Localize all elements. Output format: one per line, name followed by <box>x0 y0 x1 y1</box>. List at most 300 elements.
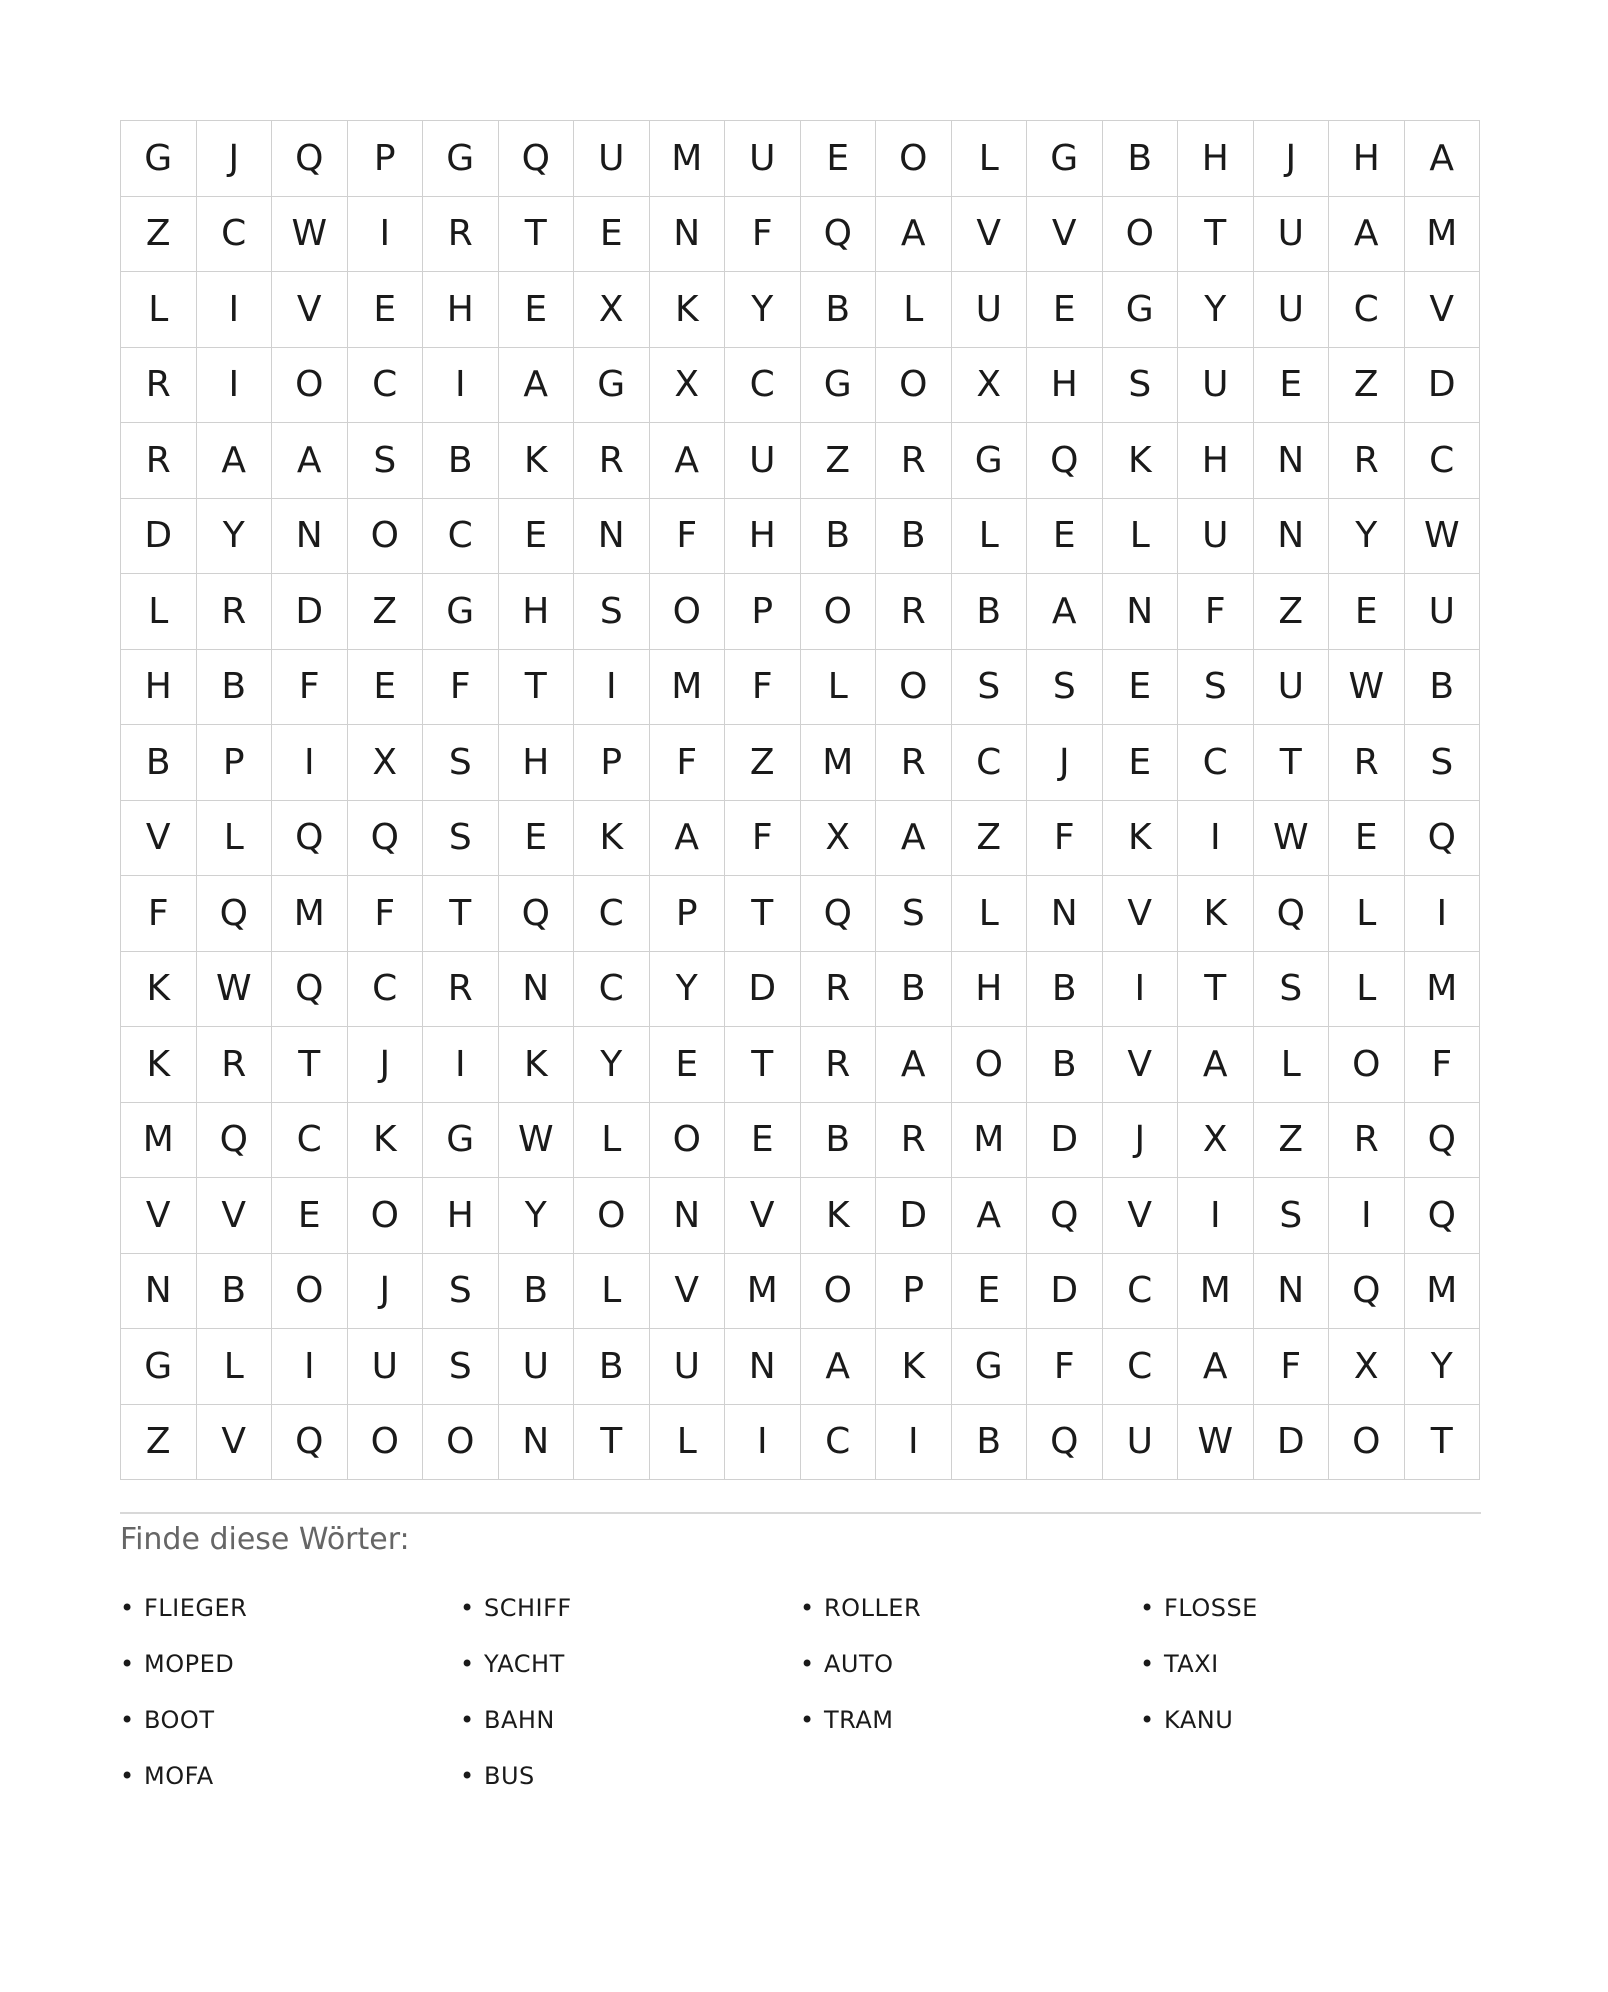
grid-cell[interactable]: F <box>121 876 197 952</box>
grid-cell[interactable]: I <box>423 348 499 424</box>
grid-cell[interactable]: G <box>1027 121 1103 197</box>
grid-cell[interactable]: C <box>272 1103 348 1179</box>
grid-cell[interactable]: O <box>876 348 952 424</box>
grid-cell[interactable]: X <box>1178 1103 1254 1179</box>
grid-cell[interactable]: C <box>574 952 650 1028</box>
grid-cell[interactable]: N <box>1254 499 1330 575</box>
grid-cell[interactable]: S <box>1178 650 1254 726</box>
grid-cell[interactable]: V <box>1405 272 1481 348</box>
grid-cell[interactable]: M <box>1178 1254 1254 1330</box>
grid-cell[interactable]: G <box>574 348 650 424</box>
grid-cell[interactable]: R <box>1329 423 1405 499</box>
grid-cell[interactable]: O <box>423 1405 499 1481</box>
grid-cell[interactable]: H <box>499 725 575 801</box>
grid-cell[interactable]: C <box>1329 272 1405 348</box>
grid-cell[interactable]: U <box>1178 499 1254 575</box>
grid-cell[interactable]: G <box>423 1103 499 1179</box>
grid-cell[interactable]: R <box>876 1103 952 1179</box>
grid-cell[interactable]: R <box>876 423 952 499</box>
grid-cell[interactable]: K <box>499 423 575 499</box>
grid-cell[interactable]: S <box>423 1254 499 1330</box>
grid-cell[interactable]: V <box>197 1405 273 1481</box>
grid-cell[interactable]: M <box>1405 1254 1481 1330</box>
grid-cell[interactable]: U <box>650 1329 726 1405</box>
grid-cell[interactable]: Z <box>348 574 424 650</box>
grid-cell[interactable]: F <box>725 801 801 877</box>
grid-cell[interactable]: W <box>1178 1405 1254 1481</box>
grid-cell[interactable]: W <box>499 1103 575 1179</box>
grid-cell[interactable]: Z <box>801 423 877 499</box>
grid-cell[interactable]: Y <box>197 499 273 575</box>
grid-cell[interactable]: V <box>121 801 197 877</box>
grid-cell[interactable]: H <box>423 1178 499 1254</box>
grid-cell[interactable]: A <box>1178 1329 1254 1405</box>
grid-cell[interactable]: L <box>952 499 1028 575</box>
grid-cell[interactable]: G <box>423 574 499 650</box>
grid-cell[interactable]: Y <box>574 1027 650 1103</box>
grid-cell[interactable]: P <box>574 725 650 801</box>
grid-cell[interactable]: O <box>348 1178 424 1254</box>
grid-cell[interactable]: U <box>1254 650 1330 726</box>
grid-cell[interactable]: T <box>1254 725 1330 801</box>
grid-cell[interactable]: Z <box>725 725 801 801</box>
grid-cell[interactable]: G <box>952 423 1028 499</box>
grid-cell[interactable]: W <box>197 952 273 1028</box>
grid-cell[interactable]: K <box>650 272 726 348</box>
grid-cell[interactable]: T <box>725 1027 801 1103</box>
grid-cell[interactable]: A <box>272 423 348 499</box>
grid-cell[interactable]: O <box>952 1027 1028 1103</box>
grid-cell[interactable]: E <box>1254 348 1330 424</box>
grid-cell[interactable]: S <box>574 574 650 650</box>
grid-cell[interactable]: S <box>1254 1178 1330 1254</box>
grid-cell[interactable]: E <box>725 1103 801 1179</box>
grid-cell[interactable]: L <box>121 272 197 348</box>
grid-cell[interactable]: L <box>121 574 197 650</box>
grid-cell[interactable]: R <box>801 952 877 1028</box>
grid-cell[interactable]: L <box>197 801 273 877</box>
grid-cell[interactable]: R <box>197 1027 273 1103</box>
grid-cell[interactable]: E <box>499 499 575 575</box>
grid-cell[interactable]: B <box>1027 1027 1103 1103</box>
grid-cell[interactable]: B <box>952 574 1028 650</box>
grid-cell[interactable]: R <box>1329 1103 1405 1179</box>
grid-cell[interactable]: S <box>423 801 499 877</box>
grid-cell[interactable]: K <box>574 801 650 877</box>
grid-cell[interactable]: E <box>952 1254 1028 1330</box>
grid-cell[interactable]: J <box>348 1254 424 1330</box>
grid-cell[interactable]: H <box>1178 121 1254 197</box>
grid-cell[interactable]: K <box>801 1178 877 1254</box>
grid-cell[interactable]: L <box>1329 952 1405 1028</box>
grid-cell[interactable]: Q <box>1027 1405 1103 1481</box>
grid-cell[interactable]: C <box>952 725 1028 801</box>
grid-cell[interactable]: C <box>801 1405 877 1481</box>
grid-cell[interactable]: Q <box>1405 1103 1481 1179</box>
grid-cell[interactable]: R <box>121 348 197 424</box>
grid-cell[interactable]: F <box>1254 1329 1330 1405</box>
grid-cell[interactable]: K <box>1103 423 1179 499</box>
grid-cell[interactable]: C <box>1103 1329 1179 1405</box>
grid-cell[interactable]: U <box>574 121 650 197</box>
grid-cell[interactable]: V <box>1103 1027 1179 1103</box>
grid-cell[interactable]: R <box>876 725 952 801</box>
grid-cell[interactable]: N <box>1254 423 1330 499</box>
grid-cell[interactable]: M <box>952 1103 1028 1179</box>
grid-cell[interactable]: A <box>1178 1027 1254 1103</box>
grid-cell[interactable]: N <box>1103 574 1179 650</box>
grid-cell[interactable]: V <box>121 1178 197 1254</box>
grid-cell[interactable]: I <box>1103 952 1179 1028</box>
grid-cell[interactable]: T <box>272 1027 348 1103</box>
grid-cell[interactable]: Y <box>650 952 726 1028</box>
grid-cell[interactable]: S <box>1027 650 1103 726</box>
grid-cell[interactable]: S <box>1103 348 1179 424</box>
grid-cell[interactable]: J <box>348 1027 424 1103</box>
grid-cell[interactable]: A <box>876 801 952 877</box>
grid-cell[interactable]: E <box>348 650 424 726</box>
grid-cell[interactable]: R <box>1329 725 1405 801</box>
grid-cell[interactable]: O <box>574 1178 650 1254</box>
grid-cell[interactable]: O <box>876 650 952 726</box>
grid-cell[interactable]: L <box>1254 1027 1330 1103</box>
grid-cell[interactable]: B <box>1103 121 1179 197</box>
grid-cell[interactable]: Y <box>1405 1329 1481 1405</box>
grid-cell[interactable]: E <box>574 197 650 273</box>
grid-cell[interactable]: S <box>1254 952 1330 1028</box>
grid-cell[interactable]: P <box>725 574 801 650</box>
grid-cell[interactable]: V <box>725 1178 801 1254</box>
grid-cell[interactable]: A <box>197 423 273 499</box>
grid-cell[interactable]: B <box>801 499 877 575</box>
grid-cell[interactable]: Q <box>499 876 575 952</box>
grid-cell[interactable]: O <box>650 1103 726 1179</box>
grid-cell[interactable]: Q <box>1405 1178 1481 1254</box>
grid-cell[interactable]: O <box>650 574 726 650</box>
grid-cell[interactable]: E <box>272 1178 348 1254</box>
grid-cell[interactable]: N <box>1027 876 1103 952</box>
grid-cell[interactable]: N <box>121 1254 197 1330</box>
grid-cell[interactable]: I <box>197 272 273 348</box>
grid-cell[interactable]: M <box>272 876 348 952</box>
grid-cell[interactable]: H <box>952 952 1028 1028</box>
grid-cell[interactable]: U <box>1103 1405 1179 1481</box>
grid-cell[interactable]: H <box>1027 348 1103 424</box>
grid-cell[interactable]: E <box>1027 272 1103 348</box>
grid-cell[interactable]: M <box>725 1254 801 1330</box>
grid-cell[interactable]: A <box>650 423 726 499</box>
grid-cell[interactable]: G <box>1103 272 1179 348</box>
grid-cell[interactable]: J <box>1103 1103 1179 1179</box>
grid-cell[interactable]: U <box>952 272 1028 348</box>
grid-cell[interactable]: C <box>423 499 499 575</box>
grid-cell[interactable]: I <box>272 1329 348 1405</box>
grid-cell[interactable]: F <box>1027 801 1103 877</box>
grid-cell[interactable]: G <box>121 1329 197 1405</box>
grid-cell[interactable]: T <box>499 197 575 273</box>
grid-cell[interactable]: M <box>121 1103 197 1179</box>
grid-cell[interactable]: R <box>801 1027 877 1103</box>
grid-cell[interactable]: Z <box>1254 574 1330 650</box>
grid-cell[interactable]: V <box>650 1254 726 1330</box>
grid-cell[interactable]: K <box>121 1027 197 1103</box>
grid-cell[interactable]: L <box>876 272 952 348</box>
grid-cell[interactable]: G <box>952 1329 1028 1405</box>
grid-cell[interactable]: I <box>1178 801 1254 877</box>
grid-cell[interactable]: O <box>801 574 877 650</box>
grid-cell[interactable]: Y <box>725 272 801 348</box>
grid-cell[interactable]: H <box>121 650 197 726</box>
grid-cell[interactable]: V <box>1027 197 1103 273</box>
grid-cell[interactable]: Y <box>1178 272 1254 348</box>
grid-cell[interactable]: E <box>650 1027 726 1103</box>
grid-cell[interactable]: L <box>650 1405 726 1481</box>
grid-cell[interactable]: D <box>1027 1103 1103 1179</box>
grid-cell[interactable]: U <box>725 423 801 499</box>
grid-cell[interactable]: U <box>1254 272 1330 348</box>
grid-cell[interactable]: U <box>1405 574 1481 650</box>
grid-cell[interactable]: F <box>1178 574 1254 650</box>
grid-cell[interactable]: C <box>348 952 424 1028</box>
grid-cell[interactable]: X <box>801 801 877 877</box>
grid-cell[interactable]: U <box>725 121 801 197</box>
grid-cell[interactable]: O <box>801 1254 877 1330</box>
grid-cell[interactable]: E <box>1103 725 1179 801</box>
grid-cell[interactable]: T <box>499 650 575 726</box>
grid-cell[interactable]: F <box>1027 1329 1103 1405</box>
grid-cell[interactable]: A <box>952 1178 1028 1254</box>
grid-cell[interactable]: K <box>499 1027 575 1103</box>
grid-cell[interactable]: H <box>1329 121 1405 197</box>
grid-cell[interactable]: O <box>348 1405 424 1481</box>
grid-cell[interactable]: O <box>272 1254 348 1330</box>
grid-cell[interactable]: B <box>197 1254 273 1330</box>
grid-cell[interactable]: P <box>876 1254 952 1330</box>
grid-cell[interactable]: D <box>121 499 197 575</box>
grid-cell[interactable]: O <box>348 499 424 575</box>
grid-cell[interactable]: U <box>499 1329 575 1405</box>
grid-cell[interactable]: W <box>272 197 348 273</box>
grid-cell[interactable]: K <box>348 1103 424 1179</box>
grid-cell[interactable]: W <box>1405 499 1481 575</box>
grid-cell[interactable]: N <box>574 499 650 575</box>
grid-cell[interactable]: A <box>876 1027 952 1103</box>
grid-cell[interactable]: A <box>1329 197 1405 273</box>
grid-cell[interactable]: N <box>499 952 575 1028</box>
grid-cell[interactable]: E <box>1329 801 1405 877</box>
grid-cell[interactable]: H <box>725 499 801 575</box>
grid-cell[interactable]: O <box>1329 1405 1405 1481</box>
grid-cell[interactable]: S <box>876 876 952 952</box>
grid-cell[interactable]: F <box>725 650 801 726</box>
grid-cell[interactable]: O <box>876 121 952 197</box>
grid-cell[interactable]: C <box>1405 423 1481 499</box>
grid-cell[interactable]: U <box>1178 348 1254 424</box>
grid-cell[interactable]: I <box>1178 1178 1254 1254</box>
grid-cell[interactable]: O <box>1329 1027 1405 1103</box>
grid-cell[interactable]: T <box>1178 952 1254 1028</box>
grid-cell[interactable]: M <box>650 121 726 197</box>
grid-cell[interactable]: R <box>121 423 197 499</box>
grid-cell[interactable]: T <box>574 1405 650 1481</box>
grid-cell[interactable]: D <box>725 952 801 1028</box>
grid-cell[interactable]: C <box>348 348 424 424</box>
grid-cell[interactable]: L <box>801 650 877 726</box>
grid-cell[interactable]: P <box>650 876 726 952</box>
grid-cell[interactable]: J <box>197 121 273 197</box>
grid-cell[interactable]: I <box>574 650 650 726</box>
grid-cell[interactable]: Z <box>121 197 197 273</box>
grid-cell[interactable]: V <box>952 197 1028 273</box>
grid-cell[interactable]: V <box>1103 1178 1179 1254</box>
grid-cell[interactable]: E <box>1027 499 1103 575</box>
grid-cell[interactable]: G <box>121 121 197 197</box>
grid-cell[interactable]: E <box>499 272 575 348</box>
grid-cell[interactable]: Q <box>1027 423 1103 499</box>
grid-cell[interactable]: C <box>1178 725 1254 801</box>
grid-cell[interactable]: I <box>348 197 424 273</box>
grid-cell[interactable]: Q <box>1027 1178 1103 1254</box>
grid-cell[interactable]: F <box>423 650 499 726</box>
grid-cell[interactable]: Z <box>1329 348 1405 424</box>
grid-cell[interactable]: A <box>499 348 575 424</box>
grid-cell[interactable]: B <box>121 725 197 801</box>
grid-cell[interactable]: I <box>272 725 348 801</box>
grid-cell[interactable]: C <box>197 197 273 273</box>
grid-cell[interactable]: L <box>952 876 1028 952</box>
grid-cell[interactable]: X <box>1329 1329 1405 1405</box>
grid-cell[interactable]: H <box>1178 423 1254 499</box>
grid-cell[interactable]: L <box>952 121 1028 197</box>
grid-cell[interactable]: M <box>1405 197 1481 273</box>
grid-cell[interactable]: B <box>801 272 877 348</box>
grid-cell[interactable]: N <box>725 1329 801 1405</box>
grid-cell[interactable]: S <box>423 725 499 801</box>
grid-cell[interactable]: E <box>348 272 424 348</box>
grid-cell[interactable]: S <box>1405 725 1481 801</box>
grid-cell[interactable]: M <box>1405 952 1481 1028</box>
grid-cell[interactable]: Y <box>499 1178 575 1254</box>
grid-cell[interactable]: I <box>423 1027 499 1103</box>
grid-cell[interactable]: I <box>1329 1178 1405 1254</box>
grid-cell[interactable]: D <box>1254 1405 1330 1481</box>
grid-cell[interactable]: F <box>272 650 348 726</box>
grid-cell[interactable]: Z <box>952 801 1028 877</box>
grid-cell[interactable]: U <box>1254 197 1330 273</box>
grid-cell[interactable]: X <box>574 272 650 348</box>
grid-cell[interactable]: J <box>1254 121 1330 197</box>
grid-cell[interactable]: F <box>650 725 726 801</box>
grid-cell[interactable]: S <box>423 1329 499 1405</box>
grid-cell[interactable]: K <box>1178 876 1254 952</box>
grid-cell[interactable]: Q <box>1329 1254 1405 1330</box>
grid-cell[interactable]: R <box>423 952 499 1028</box>
grid-cell[interactable]: M <box>650 650 726 726</box>
grid-cell[interactable]: C <box>1103 1254 1179 1330</box>
grid-cell[interactable]: K <box>876 1329 952 1405</box>
grid-cell[interactable]: C <box>574 876 650 952</box>
grid-cell[interactable]: Q <box>197 876 273 952</box>
grid-cell[interactable]: F <box>650 499 726 575</box>
grid-cell[interactable]: T <box>1178 197 1254 273</box>
grid-cell[interactable]: B <box>499 1254 575 1330</box>
grid-cell[interactable]: Q <box>348 801 424 877</box>
grid-cell[interactable]: T <box>1405 1405 1481 1481</box>
grid-cell[interactable]: A <box>1405 121 1481 197</box>
grid-cell[interactable]: Q <box>197 1103 273 1179</box>
grid-cell[interactable]: L <box>1103 499 1179 575</box>
grid-cell[interactable]: Q <box>272 952 348 1028</box>
grid-cell[interactable]: I <box>876 1405 952 1481</box>
grid-cell[interactable]: E <box>1329 574 1405 650</box>
grid-cell[interactable]: L <box>574 1254 650 1330</box>
grid-cell[interactable]: H <box>499 574 575 650</box>
grid-cell[interactable]: R <box>197 574 273 650</box>
grid-cell[interactable]: E <box>801 121 877 197</box>
grid-cell[interactable]: F <box>1405 1027 1481 1103</box>
grid-cell[interactable]: A <box>650 801 726 877</box>
grid-cell[interactable]: K <box>1103 801 1179 877</box>
grid-cell[interactable]: N <box>650 197 726 273</box>
grid-cell[interactable]: Z <box>1254 1103 1330 1179</box>
grid-cell[interactable]: Q <box>499 121 575 197</box>
grid-cell[interactable]: B <box>1405 650 1481 726</box>
grid-cell[interactable]: V <box>197 1178 273 1254</box>
grid-cell[interactable]: Q <box>801 197 877 273</box>
grid-cell[interactable]: A <box>876 197 952 273</box>
grid-cell[interactable]: L <box>1329 876 1405 952</box>
grid-cell[interactable]: Q <box>801 876 877 952</box>
grid-cell[interactable]: Q <box>1254 876 1330 952</box>
grid-cell[interactable]: Q <box>272 801 348 877</box>
grid-cell[interactable]: E <box>499 801 575 877</box>
grid-cell[interactable]: X <box>348 725 424 801</box>
grid-cell[interactable]: R <box>423 197 499 273</box>
grid-cell[interactable]: O <box>272 348 348 424</box>
grid-cell[interactable]: P <box>197 725 273 801</box>
grid-cell[interactable]: B <box>876 499 952 575</box>
grid-cell[interactable]: B <box>423 423 499 499</box>
grid-cell[interactable]: X <box>650 348 726 424</box>
grid-cell[interactable]: A <box>801 1329 877 1405</box>
grid-cell[interactable]: N <box>272 499 348 575</box>
grid-cell[interactable]: L <box>197 1329 273 1405</box>
grid-cell[interactable]: H <box>423 272 499 348</box>
grid-cell[interactable]: G <box>423 121 499 197</box>
grid-cell[interactable]: Q <box>1405 801 1481 877</box>
grid-cell[interactable]: B <box>197 650 273 726</box>
grid-cell[interactable]: N <box>650 1178 726 1254</box>
grid-cell[interactable]: M <box>801 725 877 801</box>
grid-cell[interactable]: B <box>952 1405 1028 1481</box>
grid-cell[interactable]: B <box>1027 952 1103 1028</box>
grid-cell[interactable]: Y <box>1329 499 1405 575</box>
grid-cell[interactable]: I <box>725 1405 801 1481</box>
grid-cell[interactable]: W <box>1254 801 1330 877</box>
grid-cell[interactable]: R <box>876 574 952 650</box>
grid-cell[interactable]: P <box>348 121 424 197</box>
grid-cell[interactable]: R <box>574 423 650 499</box>
grid-cell[interactable]: E <box>1103 650 1179 726</box>
grid-cell[interactable]: Q <box>272 121 348 197</box>
grid-cell[interactable]: D <box>1027 1254 1103 1330</box>
grid-cell[interactable]: D <box>272 574 348 650</box>
grid-cell[interactable]: D <box>876 1178 952 1254</box>
grid-cell[interactable]: F <box>725 197 801 273</box>
grid-cell[interactable]: L <box>574 1103 650 1179</box>
grid-cell[interactable]: S <box>952 650 1028 726</box>
grid-cell[interactable]: B <box>876 952 952 1028</box>
